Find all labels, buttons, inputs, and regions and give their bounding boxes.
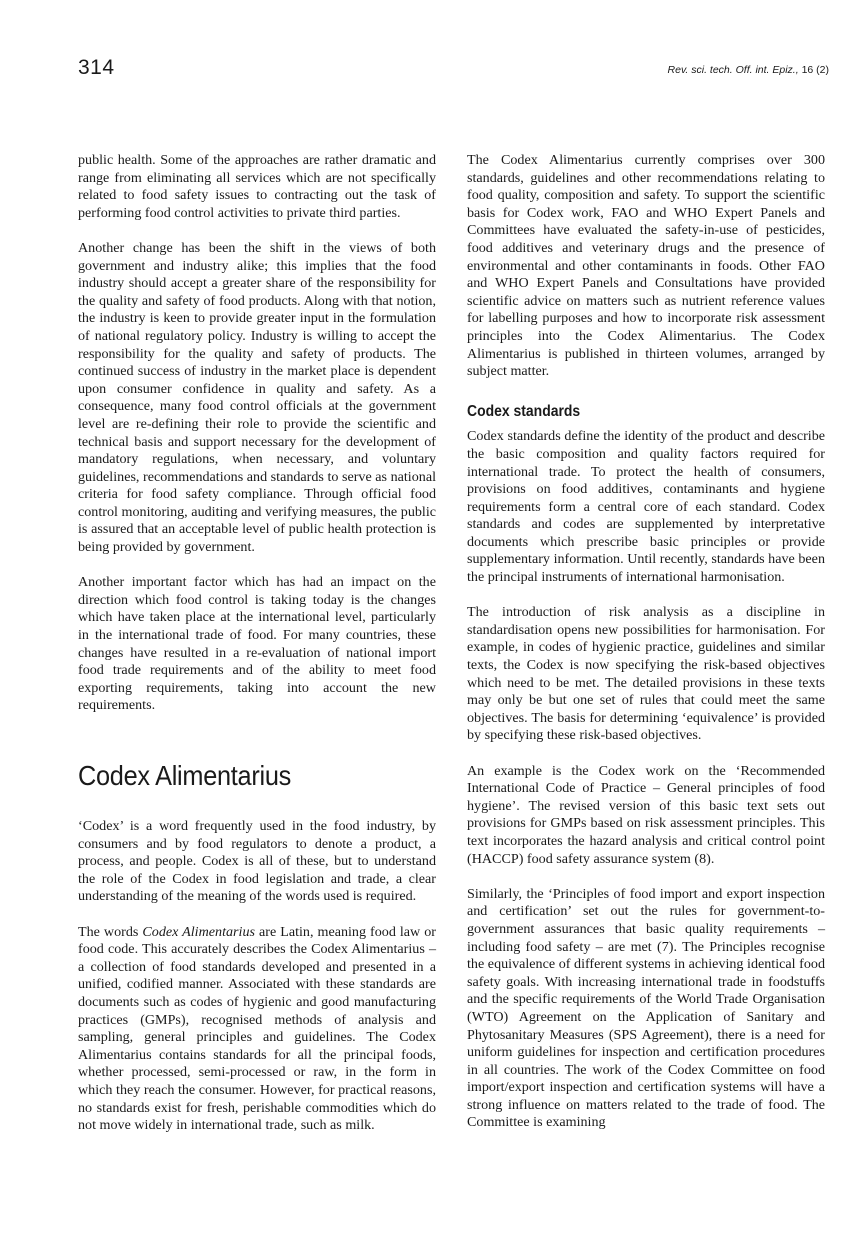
right-paragraph-1: The Codex Alimentarius currently comprises over 300 standards, guidelines and other recommendations relating to food quality, composition and safety. To support the scientific basis for Codex work, FAO and WHO Expert Panels and Committees have evaluated the safety-in-use of pesticides, food additives and veterinary drugs and the presence of environmental and other contaminants in foods. Other FAO and WHO Expert Panels and Consultations have provided scientific advice on matters such as nutrient reference values for labelling purposes and how to incorporate risk assessment principles into the Codex Alimentarius. The Codex Alimentarius is published in thirteen volumes, arranged by subject matter. <box>467 152 825 380</box>
left-paragraph-4: ‘Codex’ is a word frequently used in the food industry, by consumers and by food regulators to denote a product, a process, and people. Codex is all of these, but to understand the role of the Codex in food legislation and trade, a clear understanding of the meaning of the words used is required. <box>78 818 436 905</box>
right-paragraph-5: Similarly, the ‘Principles of food import and export inspection and certification’ set out the rules for government-to-government assurances that basic quality requirements – including food safety – are met (7). The Principles recognise the equivalence of different systems in achieving identical food safety goals. With increasing international trade in foodstuffs and the specific requirements of the World Trade Organisation (WTO) Agreement on the Application of Sanitary and Phytosanitary Measures (SPS Agreement), there is a need for uniform guidelines for inspection and certification procedures in all countries. The work of the Codex Committee on food import/export inspection and certification systems will have a strong influence on matters related to the trade of food. The Committee is examining <box>467 885 825 1131</box>
left-paragraph-1: public health. Some of the approaches are rather dramatic and range from eliminating all services which are not specifically related to food safety issues to contracting out the task of performing food control activities to private third parties. <box>78 152 436 221</box>
running-head <box>668 64 829 76</box>
subsection-heading-codex-standards: Codex standards <box>467 402 581 420</box>
latin-term: Codex Alimentarius <box>142 923 255 940</box>
right-paragraph-3: The introduction of risk analysis as a discipline in standardisation opens new possibilities for harmonisation. For example, in codes of hygienic practice, guidelines and similar texts, the Codex is now specifying the risk-based objectives which need to be met. The detailed provisions in these texts may only be but one set of rules that could meet the same objectives. The basis for determining ‘equivalence’ is provided by specifying these risk-based objectives. <box>467 604 825 744</box>
journal-title: Rev. sci. tech. Off. int. Epiz., <box>667 64 799 76</box>
left-paragraph-5-prefix: The words <box>78 923 143 940</box>
page-number: 314 <box>78 56 115 79</box>
left-paragraph-5-rest: are Latin, meaning food law or food code. This accurately describes the Codex Alimentarius – a collection of food standards developed and presented in a unified, codified manner. Associated with these standards are documents such as codes of hygienic and good manufacturing practices (GMPs), recognised methods of analysis and sampling, general principles and guidelines. The Codex Alimentarius contains standards for all the principal foods, whether processed, semi-processed or raw, in the form in which they reach the consumer. However, for practical reasons, no standards exist for fresh, perishable commodities which do not move widely in international trade, such as milk. <box>78 923 436 1134</box>
left-column <box>78 152 436 1135</box>
right-paragraph-4: An example is the Codex work on the ‘Recommended International Code of Practice – General principles of food hygiene’. The revised version of this basic text sets out provisions for GMPs based on risk assessment principles. This text incorporates the hazard analysis and critical control point (HACCP) food safety assurance system (8). <box>467 762 825 867</box>
journal-volume: 16 (2) <box>801 64 829 76</box>
left-paragraph-3: Another important factor which has had an impact on the direction which food control is taking today is the changes which have taken place at the international level, particularly in the international trade of food. For many countries, these changes have resulted in a re-evaluation of national import food trade requirements and of the ability to meet food exporting requirements, taking into account the new requirements. <box>78 574 436 714</box>
left-paragraph-5 <box>78 924 436 1135</box>
right-paragraph-2: Codex standards define the identity of the product and describe the basic composition and quality factors required for international trade. To protect the health of consumers, provisions on food additives, contaminants and hygiene requirements form a central core of each standard. Codex standards and codes are supplemented by interpretative documents which prescribe basic principles or provide supplementary information. Until recently, standards have been the principal instruments of international harmonisation. <box>467 428 825 586</box>
section-heading-codex-alimentarius: Codex Alimentarius <box>78 760 292 791</box>
right-column <box>467 152 825 1132</box>
left-paragraph-2: Another change has been the shift in the views of both government and industry alike; this implies that the food industry should accept a greater share of the responsibility for the quality and safety of food products. Along with that notion, the industry is keen to provide greater input in the formulation of national regulatory policy. Industry is willing to accept the responsibility for the quality and safety of products. The continued success of industry in the market place is dependent upon consumer confidence in quality and safety. As a consequence, many food control officials at the government level are re-defining their role to provide the scientific and technical basis and support necessary for the development of mandatory regulations, when necessary, and voluntary guidelines, recommendations and standards to serve as national criteria for food safety compliance. Through official food control monitoring, auditing and verifying measures, the public is assured that an acceptable level of public health protection is being provided by government. <box>78 239 436 556</box>
